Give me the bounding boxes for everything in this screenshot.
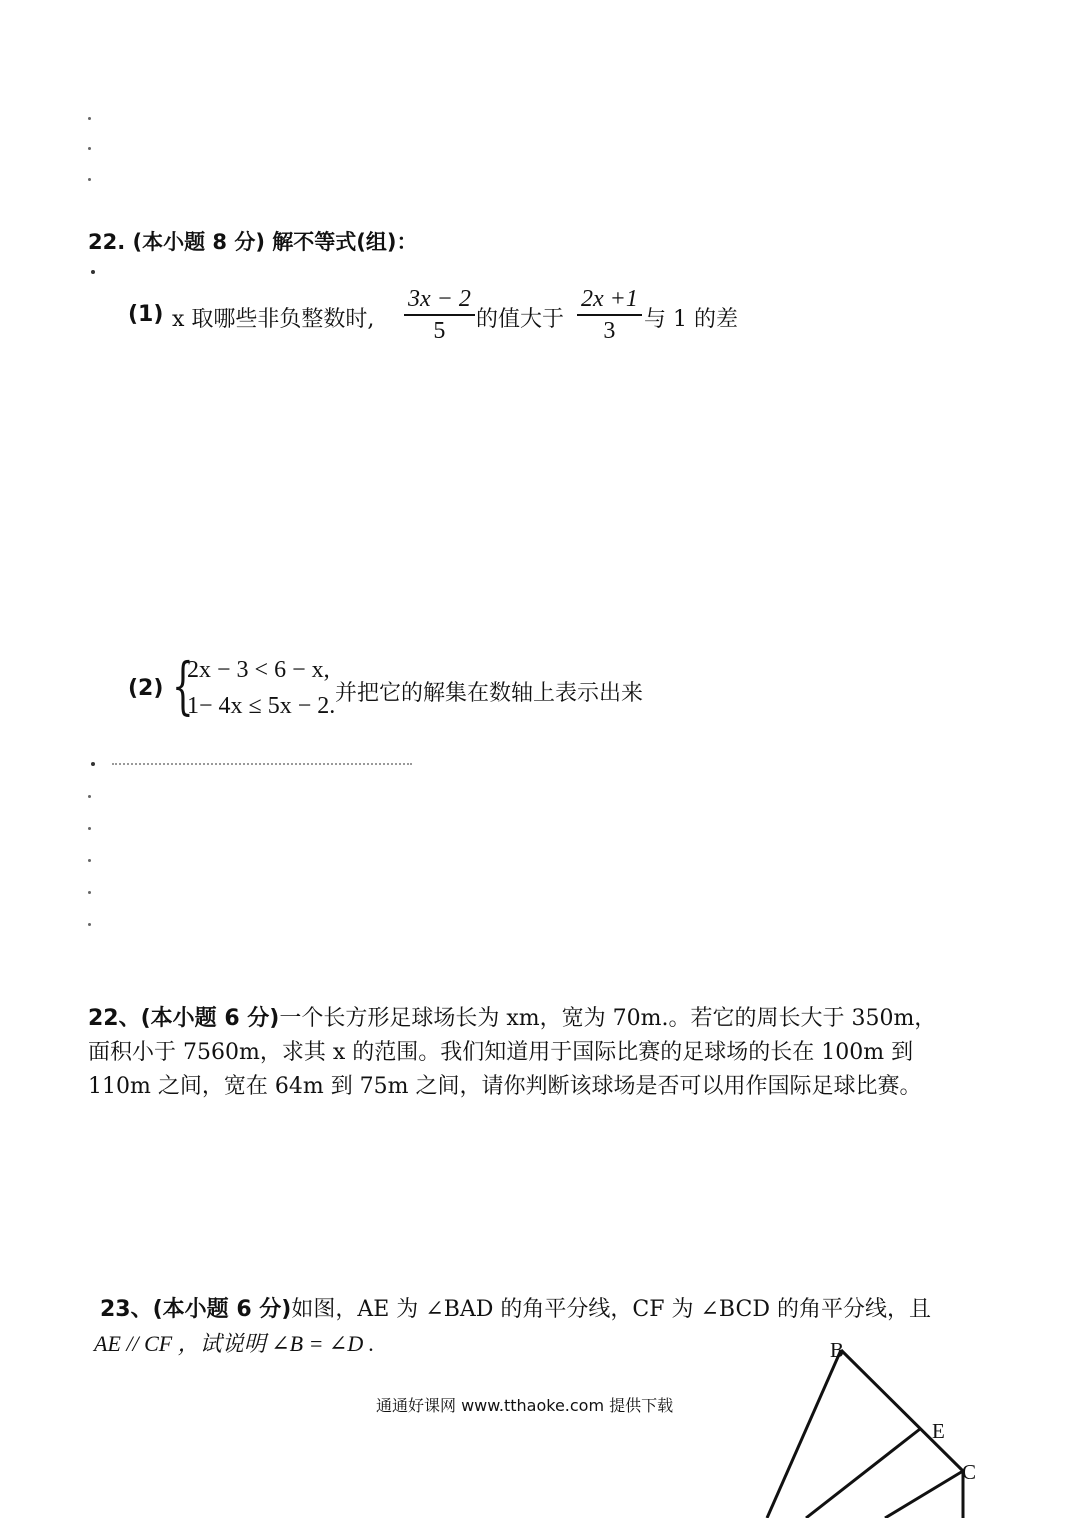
margin-dot xyxy=(88,178,91,181)
q23-text1: 如图，AE 为 ∠BAD 的角平分线，CF 为 ∠BCD 的角平分线，且 xyxy=(291,1297,931,1322)
system-inequality-1: 2x − 3 < 6 − x, xyxy=(187,657,330,683)
margin-dot xyxy=(91,762,95,766)
margin-dot xyxy=(88,795,91,798)
q22a-part1-mid: 的值大于 xyxy=(476,307,565,332)
margin-dot xyxy=(88,827,91,830)
q23-line2: AE // CF ，试说明 ∠B = ∠D . xyxy=(94,1331,375,1356)
q23-line1 xyxy=(100,1293,1000,1327)
footer-source: 通通好课网 www.tthaoke.com 提供下载 xyxy=(376,1396,674,1415)
q22b-heading: 22、(本小题 6 分) xyxy=(88,1006,280,1031)
q22b-text1: 一个长方形足球场长为 xm，宽为 70m.。若它的周长大于 350m， xyxy=(279,1006,937,1031)
system-inequality-2: 1− 4x ≤ 5x − 2. xyxy=(187,693,336,719)
segment-bc xyxy=(841,1350,963,1471)
q22a-part1-label: (1) xyxy=(128,302,164,327)
q22b-line1 xyxy=(88,1002,1008,1036)
margin-dot xyxy=(88,859,91,862)
fraction-denominator: 5 xyxy=(433,318,446,344)
segment-ba xyxy=(767,1350,841,1518)
geometry-figure xyxy=(740,1330,1040,1518)
dotted-rule xyxy=(112,763,412,767)
q23-block xyxy=(100,1293,1000,1327)
q22a-part2-label: (2) xyxy=(128,676,164,701)
margin-dot xyxy=(88,923,91,926)
fraction-numerator: 2x +1 xyxy=(581,286,638,312)
q23-heading: 23、(本小题 6 分) xyxy=(100,1297,292,1322)
point-label-e: E xyxy=(932,1419,945,1443)
q22a-part1-pre: x 取哪些非负整数时, xyxy=(172,307,375,332)
fraction-3x-2-over-5 xyxy=(404,284,475,346)
q22b-block xyxy=(88,1002,1008,1104)
q22a-heading: 22. (本小题 8 分) 解不等式(组)： xyxy=(88,230,418,254)
point-label-c: C xyxy=(962,1460,977,1484)
segment-ae xyxy=(806,1429,920,1518)
q22b-line2: 面积小于 7560m，求其 x 的范围。我们知道用于国际比赛的足球场的长在 100m 到 xyxy=(88,1040,914,1065)
q22a-part1-post: 与 1 的差 xyxy=(644,307,738,332)
system-brace: { xyxy=(172,649,194,722)
q22b-line3: 110m 之间，宽在 64m 到 75m 之间，请你判断该球场是否可以用作国际足球比赛。 xyxy=(88,1074,922,1099)
margin-dot xyxy=(91,270,95,274)
margin-dot xyxy=(88,891,91,894)
fraction-2x+1-over-3 xyxy=(577,284,642,346)
point-label-b: B xyxy=(830,1338,845,1362)
fraction-denominator: 3 xyxy=(603,318,616,344)
margin-dot xyxy=(88,147,91,150)
fraction-numerator: 3x − 2 xyxy=(408,286,471,312)
margin-dot xyxy=(88,117,91,120)
q22a-part2-post: 并把它的解集在数轴上表示出来 xyxy=(335,681,644,706)
segment-cf xyxy=(885,1471,963,1518)
